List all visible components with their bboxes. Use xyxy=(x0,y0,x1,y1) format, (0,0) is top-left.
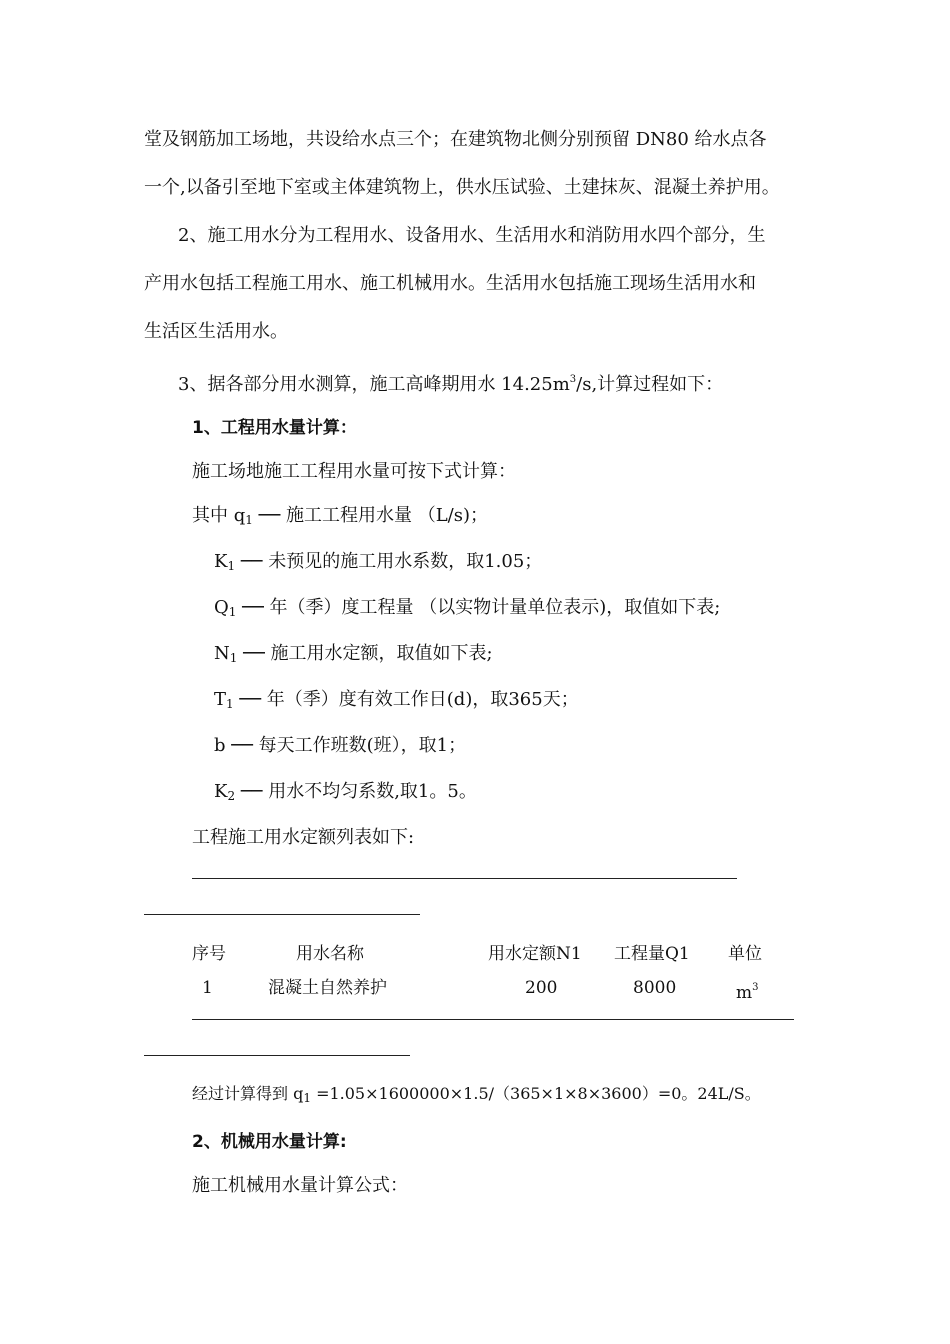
definition-T1-text: ── 年（季）度有效工作日(d)，取365天； xyxy=(233,689,579,710)
table-cell-quota: 200 xyxy=(525,978,558,998)
section-2-heading: 2、机械用水量计算: xyxy=(192,1132,347,1152)
table-header-no: 序号 xyxy=(192,944,226,964)
paragraph-1-line-2: 一个,以备引至地下室或主体建筑物上，供水压试验、土建抹灰、混凝土养护用。 xyxy=(144,177,780,198)
table-cell-unit-superscript: 3 xyxy=(752,982,759,993)
definition-K2-subscript: 2 xyxy=(227,789,236,803)
paragraph-2-line-2: 产用水包括工程施工用水、施工机械用水。生活用水包括施工现场生活用水和 xyxy=(144,273,756,294)
paragraph-3-text: 3、据各部分用水测算，施工高峰期用水 14.25m xyxy=(178,374,570,395)
definition-k1-subscript: 1 xyxy=(227,559,236,573)
table-cell-no: 1 xyxy=(202,978,213,998)
definition-N1 xyxy=(214,642,493,670)
paragraph-2-line-1: 2、施工用水分为工程用水、设备用水、生活用水和消防用水四个部分，生 xyxy=(178,225,766,246)
definition-k1-symbol: K xyxy=(214,551,228,572)
definition-b: b ── 每天工作班数(班），取1； xyxy=(214,735,467,756)
paragraph-1-line-1: 堂及钢筋加工场地，共设给水点三个；在建筑物北侧分别预留 DN80 给水点各 xyxy=(144,129,767,150)
definition-q1-symbol: 其中 q xyxy=(192,505,246,526)
definition-Q1-subscript: 1 xyxy=(228,605,237,619)
paragraph-3 xyxy=(178,368,723,397)
definition-q1 xyxy=(192,504,488,532)
definition-T1-subscript: 1 xyxy=(226,697,234,711)
table-header-amount: 工程量Q1 xyxy=(614,944,690,964)
definition-Q1 xyxy=(214,596,720,624)
definition-K2 xyxy=(214,780,477,808)
definition-N1-subscript: 1 xyxy=(229,651,238,665)
calculation-result-subscript: 1 xyxy=(303,1091,311,1105)
table-header-quota: 用水定额N1 xyxy=(488,944,582,964)
table-cell-unit xyxy=(736,976,759,1005)
table-caption: 工程施工用水定额列表如下: xyxy=(192,827,415,848)
table-cell-amount: 8000 xyxy=(633,978,677,998)
table-bottom-rule xyxy=(192,1019,794,1020)
definition-N1-symbol: N xyxy=(214,643,230,664)
definition-K2-text: ── 用水不均匀系数,取1。5。 xyxy=(235,781,477,802)
definition-N1-text: ── 施工用水定额，取值如下表; xyxy=(237,643,493,664)
definition-T1-symbol: T xyxy=(214,689,227,710)
table-header-unit: 单位 xyxy=(728,944,762,964)
definition-q1-subscript: 1 xyxy=(245,513,253,527)
definition-q1-text: ── 施工工程用水量 （L/s)； xyxy=(252,505,489,526)
calculation-result-label: 经过计算得到 q xyxy=(192,1084,304,1103)
section-1-heading: 1、工程用水量计算： xyxy=(192,418,357,438)
definition-K2-symbol: K xyxy=(214,781,228,802)
calculation-result-formula: =1.05×1600000×1.5/（365×1×8×3600）=0。24L/S。 xyxy=(310,1084,761,1103)
section-2-intro: 施工机械用水量计算公式： xyxy=(192,1175,408,1196)
section-1-intro: 施工场地施工工程用水量可按下式计算： xyxy=(192,461,516,482)
paragraph-2-line-3: 生活区生活用水。 xyxy=(144,321,288,342)
definition-k1-text: ── 未预见的施工用水系数，取1.05； xyxy=(235,551,543,572)
table-cell-unit-text: m xyxy=(736,983,753,1003)
paragraph-3-superscript: 3 xyxy=(569,374,577,385)
paragraph-3-text-end: /s,计算过程如下： xyxy=(576,374,724,395)
definition-Q1-symbol: Q xyxy=(214,597,229,618)
definition-T1 xyxy=(214,688,579,716)
table-header-name: 用水名称 xyxy=(296,944,364,964)
definition-k1 xyxy=(214,550,542,578)
table-top-rule xyxy=(192,878,737,879)
table-cell-name: 混凝土自然养护 xyxy=(268,978,387,998)
table-bottom-rule-continued xyxy=(144,1055,410,1056)
definition-Q1-text: ── 年（季）度工程量 （以实物计量单位表示)，取值如下表; xyxy=(236,597,721,618)
calculation-result xyxy=(192,1082,761,1110)
table-top-rule-continued xyxy=(144,914,420,915)
